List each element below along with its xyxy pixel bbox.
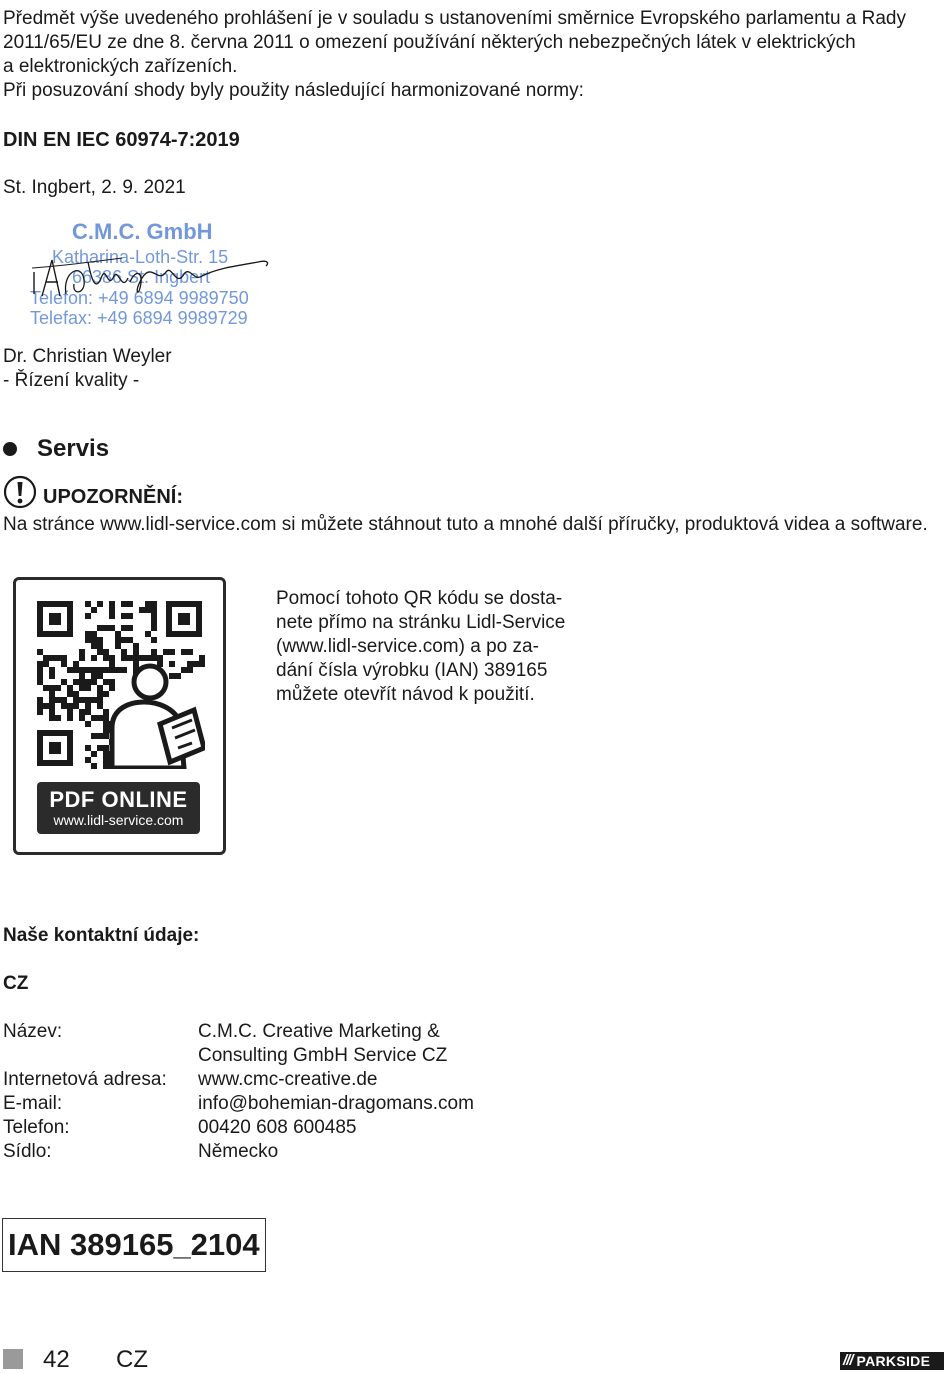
service-heading [3,437,109,461]
ian-number: IAN 389165_2104 [8,1227,260,1262]
signer-name: Dr. Christian Weyler [3,346,172,367]
declaration-text [3,7,933,103]
harmonized-standard: DIN EN IEC 60974-7:2019 [3,129,240,151]
footer-language: CZ [116,1346,148,1373]
warning-text: Na stránce www.lidl-service.com si můžete stáhnout tuto a mnohé další příručky, produktová videa a software. [3,514,928,535]
stamp-city: 66386 St. Ingbert [72,267,211,287]
declaration-line: 2011/65/EU ze dne 8. června 2011 o omezení používání některých nebezpečných látek v elektrických [3,32,856,53]
warning-heading [3,475,183,509]
qr-code-icon[interactable] [34,598,205,769]
page-number: 42 [43,1346,70,1373]
reading-person-icon [112,666,204,768]
contact-label: Telefon: [3,1117,70,1138]
ian-box [2,1218,266,1272]
parkside-logo [840,1352,944,1370]
stamp-fax: Telefax: +49 6894 9989729 [30,308,248,328]
signer-role: - Řízení kvality - [3,370,140,391]
parkside-logo-text: PARKSIDE [856,1353,931,1369]
contact-email-link[interactable]: info@bohemian-dragomans.com [198,1093,474,1114]
qr-description-line: nete přímo na stránku Lidl-Service [276,612,566,633]
qr-description-line: dání čísla výrobku (IAN) 389165 [276,660,548,681]
contact-label: Sídlo: [3,1141,52,1162]
contact-value: Německo [198,1141,279,1162]
qr-description [276,587,576,707]
stamp-phone: Telefon: +49 6894 9989750 [30,288,249,308]
parkside-logo-slashes: /// [843,1352,853,1369]
contact-label: Internetová adresa: [3,1069,167,1090]
pdf-online-url: www.lidl-service.com [53,812,184,828]
declaration-line: Předmět výše uvedeného prohlášení je v souladu s ustanoveními směrnice Evropského parlamentu a Rady [3,8,907,29]
qr-description-line: můžete otevřít návod k použití. [276,684,535,705]
contact-value: 00420 608 600485 [198,1117,357,1138]
footer-marker [3,1349,23,1369]
contact-website-link[interactable]: www.cmc-creative.de [198,1069,378,1090]
contact-value: Consulting GmbH Service CZ [198,1045,448,1066]
declaration-line: Při posuzování shody byly použity následující harmonizované normy: [3,80,584,101]
contact-value: C.M.C. Creative Marketing & [198,1021,440,1042]
contact-label: E-mail: [3,1093,63,1114]
contact-country: CZ [3,973,29,994]
qr-code-card[interactable] [13,577,226,855]
handwritten-signature [22,232,282,302]
qr-description-line: (www.lidl-service.com) a po za- [276,636,539,657]
warning-title: UPOZORNĚNÍ: [43,486,183,508]
contact-heading: Naše kontaktní údaje: [3,925,200,946]
declaration-line: a elektronických zařízeních. [3,56,238,77]
stamp-company: C.M.C. GmbH [72,219,213,244]
warning-exclamation-icon [3,475,37,509]
pdf-online-title: PDF ONLINE [49,787,188,812]
qr-description-line: Pomocí tohoto QR kódu se dosta- [276,588,563,609]
place-date: St. Ingbert, 2. 9. 2021 [3,177,186,198]
stamp-street: Katharina-Loth-Str. 15 [52,247,229,267]
bullet-icon [3,442,17,456]
service-heading-text: Servis [37,435,110,462]
contact-label: Název: [3,1021,63,1042]
pdf-online-badge[interactable] [37,782,200,834]
